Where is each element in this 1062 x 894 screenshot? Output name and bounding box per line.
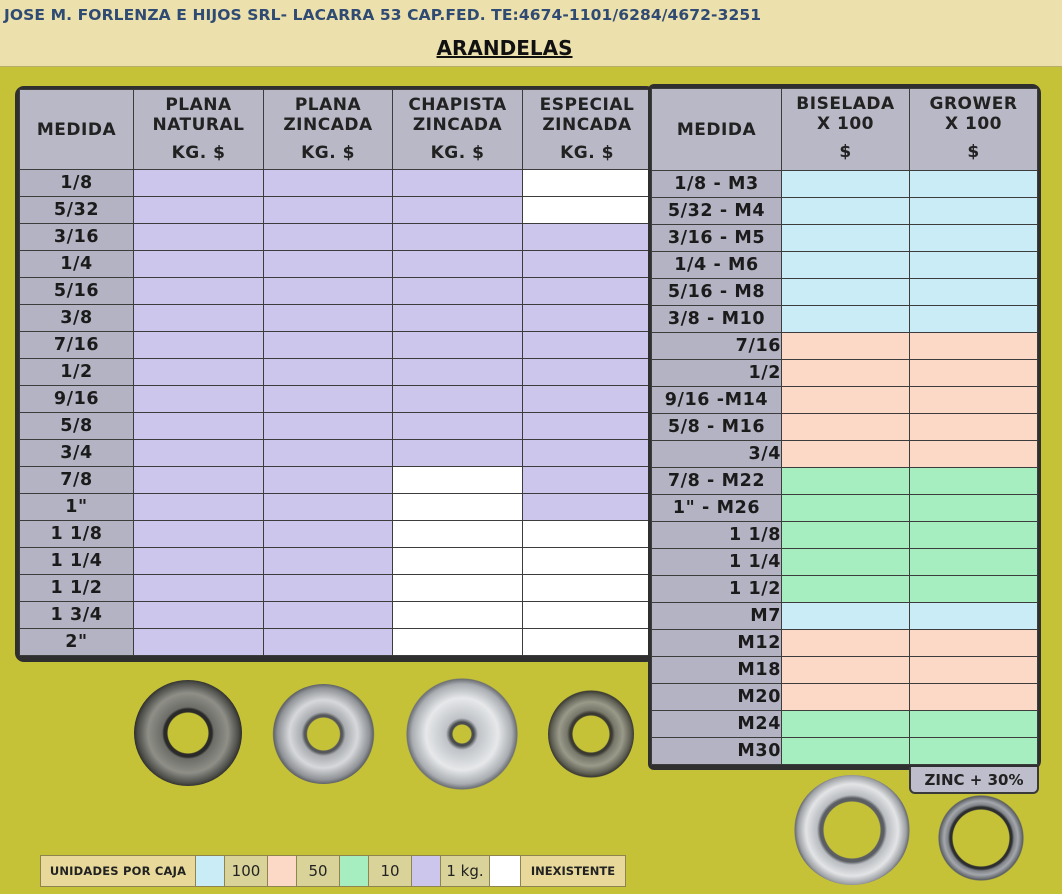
header-line: ZINCADA xyxy=(283,115,373,135)
medida-cell: 1/8 - M3 xyxy=(652,171,782,198)
medida-cell: 3/4 xyxy=(20,440,134,467)
flat-washer-natural-image xyxy=(134,680,242,786)
medida-cell: 1/4 xyxy=(20,251,134,278)
header-line: $ xyxy=(839,142,852,162)
medida-cell: M24 xyxy=(652,711,782,738)
price-cell xyxy=(393,359,523,386)
price-cell xyxy=(134,602,264,629)
price-cell xyxy=(782,414,910,441)
price-cell xyxy=(264,440,393,467)
medida-cell: M20 xyxy=(652,684,782,711)
left-header-3 xyxy=(393,90,523,170)
medida-cell: 5/32 xyxy=(20,197,134,224)
flat-washer-zinc-image xyxy=(272,684,375,784)
price-cell xyxy=(264,413,393,440)
right-header-2 xyxy=(910,89,1038,171)
table-row xyxy=(652,414,1038,441)
table-row xyxy=(652,549,1038,576)
medida-cell: 1 3/4 xyxy=(20,602,134,629)
table-row xyxy=(20,440,652,467)
medida-cell: 3/16 - M5 xyxy=(652,225,782,252)
price-cell xyxy=(523,629,652,656)
units-per-box-legend xyxy=(40,855,626,887)
medida-cell: M7 xyxy=(652,603,782,630)
price-cell xyxy=(910,252,1038,279)
header-line: KG. $ xyxy=(560,143,614,163)
medida-cell: 5/16 xyxy=(20,278,134,305)
medida-cell: 1/2 xyxy=(20,359,134,386)
table-row xyxy=(652,252,1038,279)
header-line: $ xyxy=(967,142,980,162)
medida-cell: 9/16 -M14 xyxy=(652,387,782,414)
price-cell xyxy=(910,738,1038,765)
price-cell xyxy=(782,576,910,603)
price-cell xyxy=(910,360,1038,387)
medida-cell: 5/16 - M8 xyxy=(652,279,782,306)
medida-cell: 1/4 - M6 xyxy=(652,252,782,279)
price-cell xyxy=(264,386,393,413)
legend-value: 1 kg. xyxy=(440,856,489,886)
medida-cell: 5/32 - M4 xyxy=(652,198,782,225)
price-cell xyxy=(910,279,1038,306)
price-cell xyxy=(523,413,652,440)
table-row xyxy=(652,630,1038,657)
price-cell xyxy=(782,198,910,225)
price-cell xyxy=(910,495,1038,522)
price-cell xyxy=(393,170,523,197)
medida-cell: 5/8 - M16 xyxy=(652,414,782,441)
right-table-body xyxy=(652,171,1038,765)
price-cell xyxy=(393,629,523,656)
page-header xyxy=(0,0,1062,67)
price-cell xyxy=(782,711,910,738)
header-line: MEDIDA xyxy=(676,119,757,140)
medida-cell: 1" - M26 xyxy=(652,495,782,522)
price-cell xyxy=(134,251,264,278)
right-price-table xyxy=(651,88,1038,765)
price-cell xyxy=(523,602,652,629)
table-row xyxy=(652,441,1038,468)
price-cell xyxy=(910,171,1038,198)
price-cell xyxy=(264,305,393,332)
price-cell xyxy=(264,602,393,629)
table-row xyxy=(652,198,1038,225)
price-cell xyxy=(393,278,523,305)
price-cell xyxy=(134,521,264,548)
header-line: BISELADA xyxy=(796,94,895,114)
price-cell xyxy=(782,225,910,252)
price-cell xyxy=(393,224,523,251)
left-table-header-row xyxy=(20,90,652,170)
table-row xyxy=(20,521,652,548)
company-info: JOSE M. FORLENZA E HIJOS SRL- LACARRA 53 CAP.FED. TE:4674-1101/6284/4672-3251 xyxy=(4,6,762,24)
price-cell xyxy=(393,305,523,332)
price-cell xyxy=(782,333,910,360)
price-cell xyxy=(523,197,652,224)
price-cell xyxy=(264,629,393,656)
grower-washer-image xyxy=(936,795,1026,881)
header-line: PLANA xyxy=(165,95,232,115)
price-cell xyxy=(910,549,1038,576)
price-cell xyxy=(523,224,652,251)
price-cell xyxy=(523,575,652,602)
legend-inexistente: INEXISTENTE xyxy=(520,856,625,886)
medida-cell: 3/8 - M10 xyxy=(652,306,782,333)
table-row xyxy=(20,359,652,386)
table-row xyxy=(652,333,1038,360)
left-price-table xyxy=(19,89,652,656)
medida-cell: M18 xyxy=(652,657,782,684)
medida-cell: 7/16 xyxy=(20,332,134,359)
price-cell xyxy=(910,603,1038,630)
price-cell xyxy=(782,738,910,765)
header-line: MEDIDA xyxy=(36,119,117,140)
price-cell xyxy=(264,197,393,224)
price-cell xyxy=(134,467,264,494)
price-cell xyxy=(782,252,910,279)
price-cell xyxy=(523,359,652,386)
price-cell xyxy=(910,684,1038,711)
legend-label: UNIDADES POR CAJA xyxy=(49,864,187,878)
price-cell xyxy=(134,440,264,467)
table-row xyxy=(20,602,652,629)
table-row xyxy=(20,170,652,197)
table-row xyxy=(20,575,652,602)
price-cell xyxy=(910,441,1038,468)
legend-swatch-blue xyxy=(195,856,224,886)
table-row xyxy=(20,224,652,251)
price-cell xyxy=(910,225,1038,252)
table-row xyxy=(652,225,1038,252)
price-cell xyxy=(393,602,523,629)
legend-swatch-green xyxy=(339,856,368,886)
header-line: ZINCADA xyxy=(542,115,632,135)
price-cell xyxy=(264,251,393,278)
price-cell xyxy=(393,251,523,278)
price-cell xyxy=(910,630,1038,657)
medida-cell: 7/16 xyxy=(652,333,782,360)
left-header-0 xyxy=(20,90,134,170)
price-cell xyxy=(264,332,393,359)
table-row xyxy=(652,711,1038,738)
table-row xyxy=(20,467,652,494)
medida-cell: 1 1/8 xyxy=(652,522,782,549)
price-cell xyxy=(782,522,910,549)
price-cell xyxy=(910,711,1038,738)
legend-value: 10 xyxy=(368,856,411,886)
medida-cell: 3/4 xyxy=(652,441,782,468)
price-cell xyxy=(910,387,1038,414)
price-cell xyxy=(523,278,652,305)
table-row xyxy=(20,305,652,332)
header-line: KG. $ xyxy=(171,143,226,163)
price-cell xyxy=(264,170,393,197)
right-header-0 xyxy=(652,89,782,171)
header-line: KG. $ xyxy=(430,143,485,163)
price-cell xyxy=(523,440,652,467)
price-cell xyxy=(523,521,652,548)
price-cell xyxy=(393,548,523,575)
price-cell xyxy=(523,332,652,359)
price-cell xyxy=(782,468,910,495)
price-cell xyxy=(264,359,393,386)
price-cell xyxy=(523,494,652,521)
price-cell xyxy=(782,495,910,522)
table-row xyxy=(652,387,1038,414)
table-row xyxy=(20,494,652,521)
table-row xyxy=(20,629,652,656)
table-row xyxy=(652,279,1038,306)
price-cell xyxy=(134,170,264,197)
price-cell xyxy=(134,224,264,251)
price-cell xyxy=(782,279,910,306)
price-cell xyxy=(782,171,910,198)
left-header-4 xyxy=(523,90,652,170)
medida-cell: M30 xyxy=(652,738,782,765)
price-cell xyxy=(393,197,523,224)
header-line: PLANA xyxy=(294,95,362,115)
medida-cell: 1/2 xyxy=(652,360,782,387)
price-cell xyxy=(910,576,1038,603)
medida-cell: 1 1/4 xyxy=(652,549,782,576)
medida-cell: 5/8 xyxy=(20,413,134,440)
medida-cell: 1 1/2 xyxy=(652,576,782,603)
price-cell xyxy=(782,630,910,657)
zinc-note: ZINC + 30% xyxy=(909,767,1039,794)
table-row xyxy=(652,738,1038,765)
header-line: ZINCADA xyxy=(412,115,503,135)
medida-cell: 7/8 xyxy=(20,467,134,494)
price-cell xyxy=(782,603,910,630)
price-cell xyxy=(134,332,264,359)
table-row xyxy=(652,657,1038,684)
right-table-header-row xyxy=(652,89,1038,171)
price-cell xyxy=(134,359,264,386)
medida-cell: 1/8 xyxy=(20,170,134,197)
price-cell xyxy=(264,494,393,521)
right-header-1 xyxy=(782,89,910,171)
table-row xyxy=(652,306,1038,333)
price-cell xyxy=(134,386,264,413)
medida-cell: 1 1/8 xyxy=(20,521,134,548)
price-cell xyxy=(393,467,523,494)
table-row xyxy=(652,684,1038,711)
header-line: NATURAL xyxy=(152,115,245,135)
header-line: GROWER xyxy=(929,94,1018,114)
table-row xyxy=(20,413,652,440)
price-cell xyxy=(264,521,393,548)
price-cell xyxy=(782,549,910,576)
table-row xyxy=(652,603,1038,630)
price-cell xyxy=(393,440,523,467)
header-line: X 100 xyxy=(944,114,1002,134)
table-row xyxy=(652,576,1038,603)
price-cell xyxy=(910,198,1038,225)
price-cell xyxy=(134,413,264,440)
price-cell xyxy=(393,332,523,359)
price-cell xyxy=(134,575,264,602)
price-cell xyxy=(393,575,523,602)
medida-cell: 7/8 - M22 xyxy=(652,468,782,495)
legend-swatch-lavender xyxy=(411,856,440,886)
price-cell xyxy=(782,387,910,414)
table-row xyxy=(20,386,652,413)
table-row xyxy=(20,332,652,359)
price-cell xyxy=(910,522,1038,549)
price-cell xyxy=(782,657,910,684)
legend-value: 50 xyxy=(296,856,339,886)
left-table-body xyxy=(20,170,652,656)
price-cell xyxy=(523,251,652,278)
price-cell xyxy=(523,467,652,494)
table-row xyxy=(20,251,652,278)
legend-swatch-white xyxy=(489,856,520,886)
header-line: ESPECIAL xyxy=(539,95,635,115)
table-row xyxy=(652,468,1038,495)
medida-cell: 9/16 xyxy=(20,386,134,413)
price-cell xyxy=(782,684,910,711)
price-cell xyxy=(393,413,523,440)
table-row xyxy=(20,548,652,575)
price-cell xyxy=(264,278,393,305)
table-row xyxy=(20,278,652,305)
left-header-1 xyxy=(134,90,264,170)
medida-cell: 1" xyxy=(20,494,134,521)
medida-cell: 3/16 xyxy=(20,224,134,251)
table-row xyxy=(652,495,1038,522)
price-cell xyxy=(393,521,523,548)
price-cell xyxy=(264,224,393,251)
legend-swatch-peach xyxy=(267,856,296,886)
legend-value: 100 xyxy=(224,856,267,886)
header-line: KG. $ xyxy=(301,143,355,163)
medida-cell: 1 1/4 xyxy=(20,548,134,575)
header-line: X 100 xyxy=(816,114,874,134)
table-row xyxy=(652,171,1038,198)
price-cell xyxy=(910,468,1038,495)
price-cell xyxy=(782,306,910,333)
price-cell xyxy=(264,548,393,575)
price-cell xyxy=(910,657,1038,684)
table-row xyxy=(20,197,652,224)
price-cell xyxy=(782,441,910,468)
price-cell xyxy=(134,197,264,224)
price-cell xyxy=(523,548,652,575)
medida-cell: 1 1/2 xyxy=(20,575,134,602)
medida-cell: 3/8 xyxy=(20,305,134,332)
price-cell xyxy=(264,467,393,494)
price-cell xyxy=(523,170,652,197)
price-cell xyxy=(393,494,523,521)
price-cell xyxy=(134,629,264,656)
medida-cell: 2" xyxy=(20,629,134,656)
medida-cell: M12 xyxy=(652,630,782,657)
price-cell xyxy=(264,575,393,602)
beveled-washer-image xyxy=(794,775,910,885)
price-cell xyxy=(523,305,652,332)
price-cell xyxy=(393,386,523,413)
price-cell xyxy=(910,414,1038,441)
price-cell xyxy=(910,306,1038,333)
price-cell xyxy=(134,494,264,521)
left-header-2 xyxy=(264,90,393,170)
price-cell xyxy=(134,305,264,332)
price-cell xyxy=(134,278,264,305)
special-washer-image xyxy=(548,690,634,778)
price-cell xyxy=(134,548,264,575)
price-cell xyxy=(782,360,910,387)
price-cell xyxy=(910,333,1038,360)
page-title: ARANDELAS xyxy=(436,36,573,60)
table-row xyxy=(652,522,1038,549)
body-washer-image xyxy=(404,678,520,790)
header-line: CHAPISTA xyxy=(408,95,507,115)
price-cell xyxy=(523,386,652,413)
table-row xyxy=(652,360,1038,387)
